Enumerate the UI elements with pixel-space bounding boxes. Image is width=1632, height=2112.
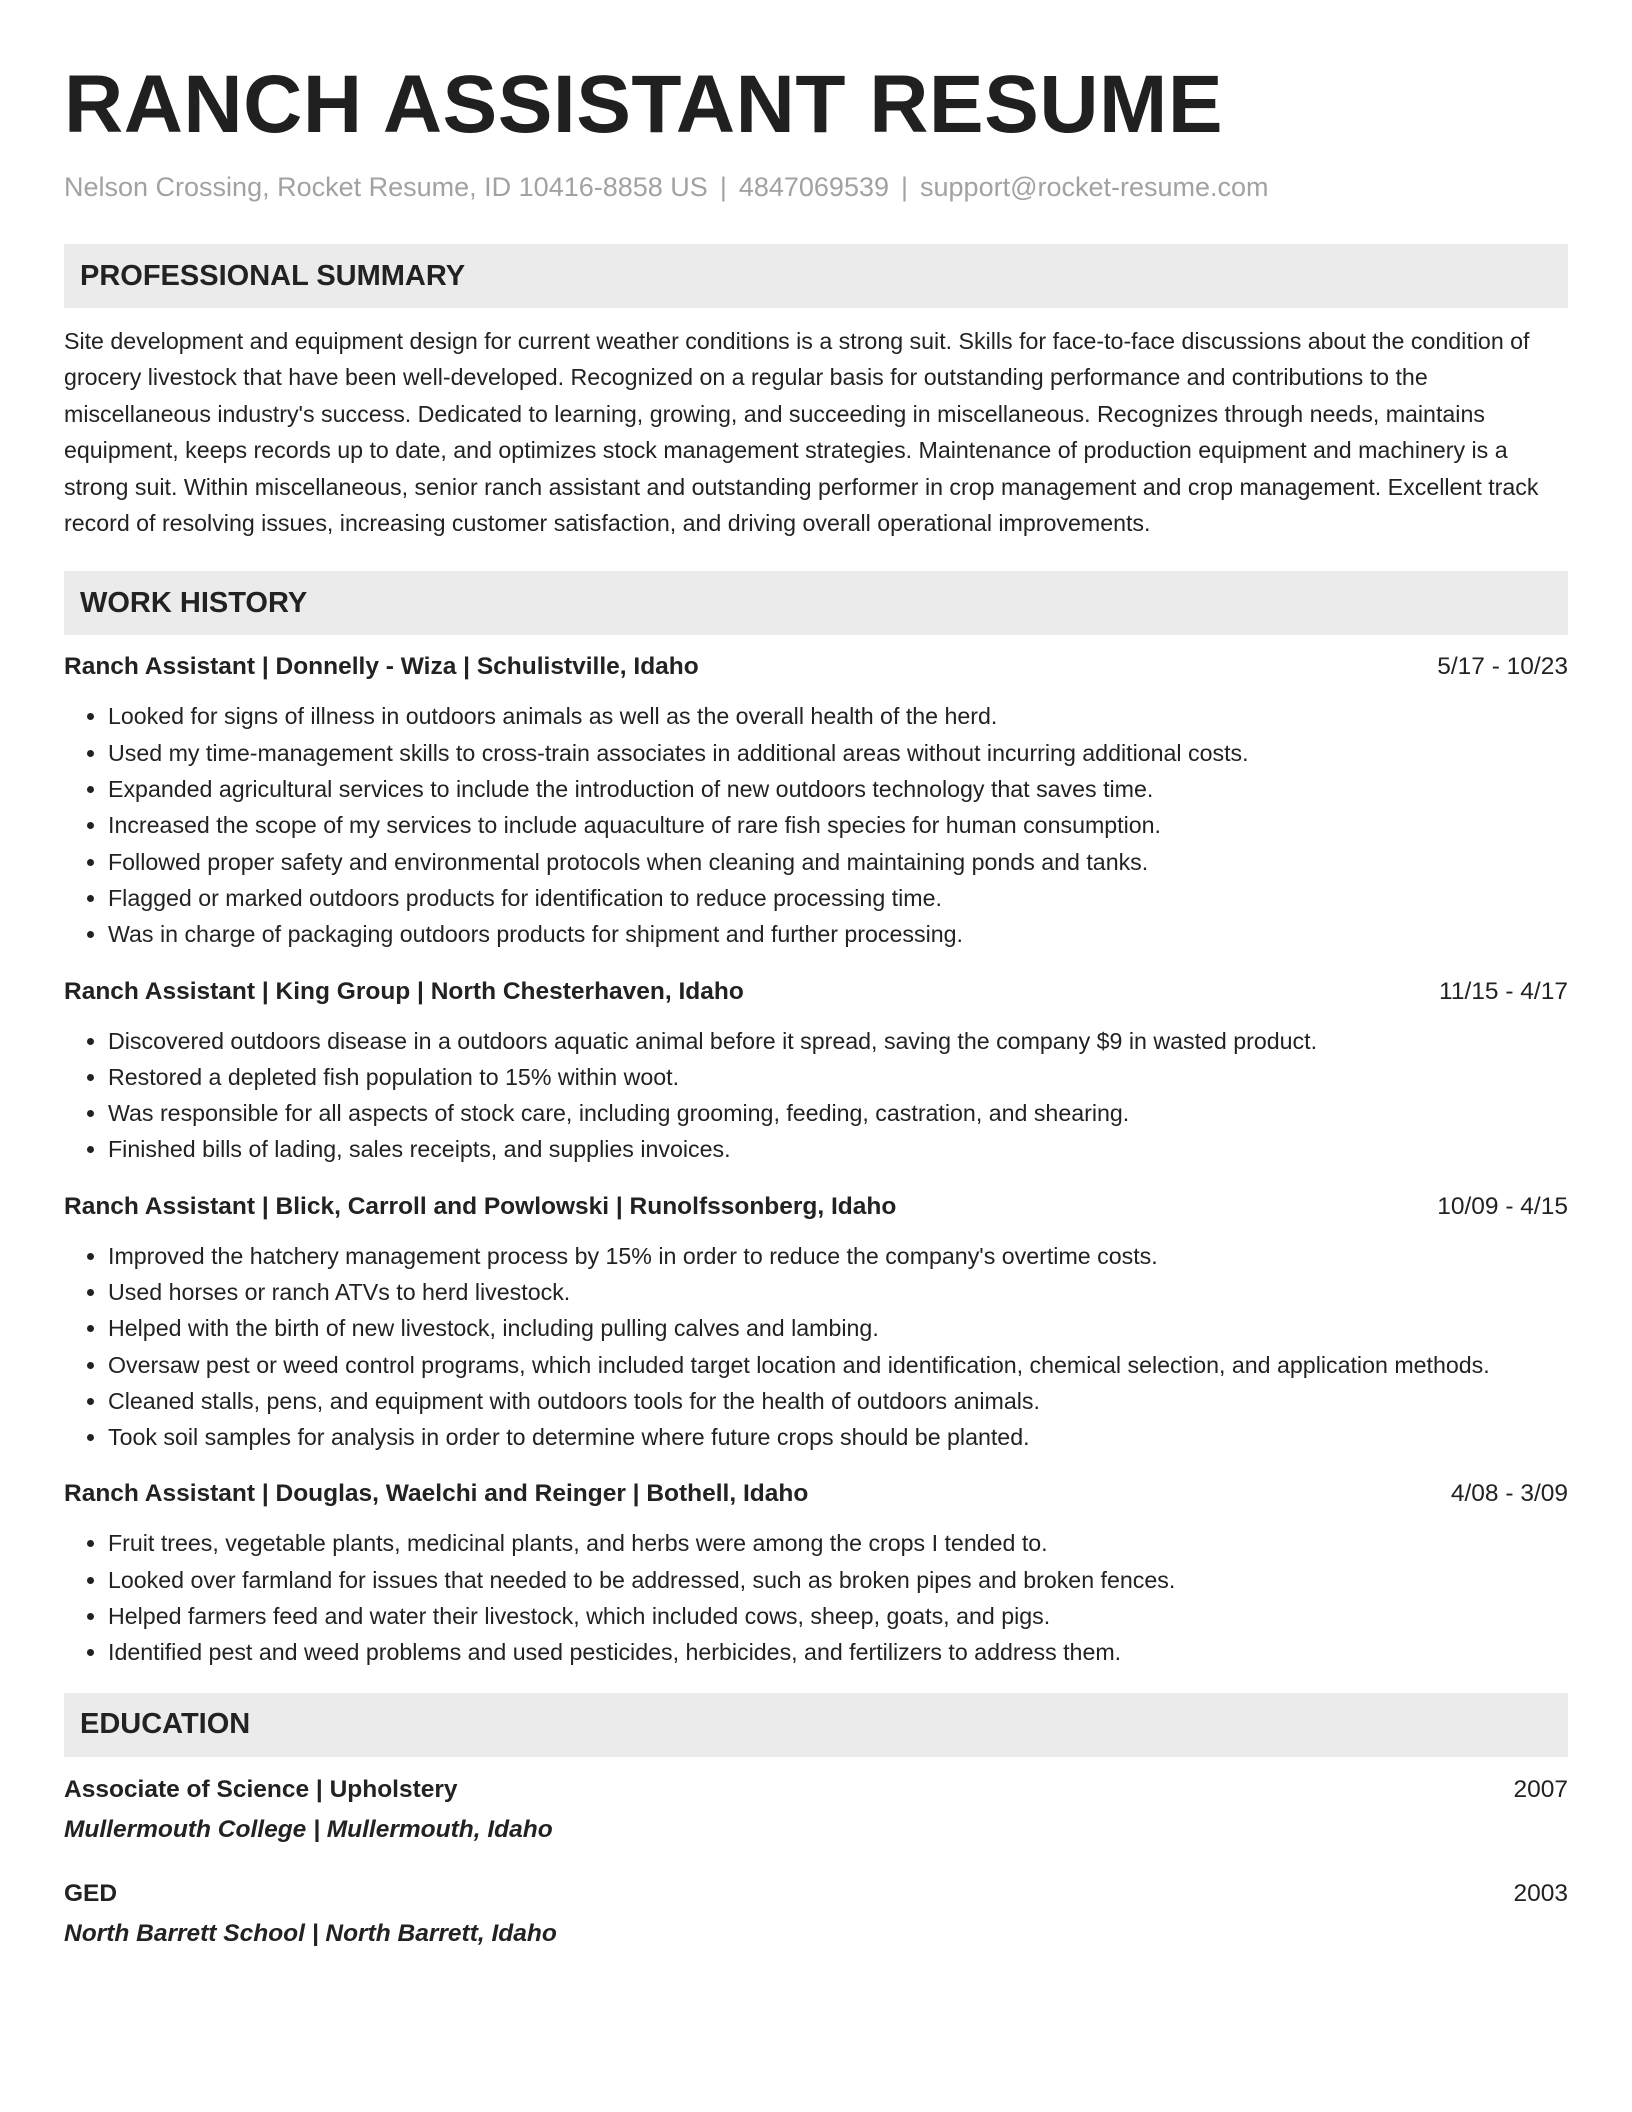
section-header-summary: PROFESSIONAL SUMMARY: [64, 244, 1568, 308]
job-bullet: • Flagged or marked outdoors products for identification to reduce processing time.: [108, 880, 1568, 916]
job-entry: [64, 1190, 1568, 1456]
education-entry: [64, 1773, 1568, 1847]
job-bullet: • Took soil samples for analysis in order to determine where future crops should be planted.: [108, 1419, 1568, 1455]
job-header: [64, 650, 1568, 684]
job-bullet: • Looked for signs of illness in outdoors animals as well as the overall health of the herd.: [108, 698, 1568, 734]
contact-phone: 4847069539: [738, 172, 889, 202]
job-bullet: • Was in charge of packaging outdoors products for shipment and further processing.: [108, 916, 1568, 952]
section-header-work-history: WORK HISTORY: [64, 571, 1568, 635]
job-bullets: [64, 1023, 1568, 1168]
job-bullet: • Cleaned stalls, pens, and equipment with outdoors tools for the health of outdoors animals.: [108, 1383, 1568, 1419]
resume-title: RANCH ASSISTANT RESUME: [64, 59, 1224, 150]
contact-line: [64, 169, 1568, 205]
job-bullet: • Identified pest and weed problems and used pesticides, herbicides, and fertilizers to address them.: [108, 1634, 1568, 1670]
contact-separator: |: [719, 172, 727, 202]
section-header-education: EDUCATION: [64, 1693, 1568, 1757]
job-header: [64, 1477, 1568, 1511]
job-header: [64, 1190, 1568, 1224]
education-header: [64, 1773, 1568, 1807]
job-title: Ranch Assistant | Blick, Carroll and Powlowski | Runolfssonberg, Idaho: [64, 1192, 897, 1220]
job-bullet: • Discovered outdoors disease in a outdoors aquatic animal before it spread, saving the company $9 in wasted product.: [108, 1023, 1568, 1059]
education-school: North Barrett School | North Barrett, Idaho: [64, 1919, 557, 1947]
contact-separator: |: [901, 172, 909, 202]
education-degree: GED: [64, 1879, 118, 1907]
job-title: Ranch Assistant | Donnelly - Wiza | Schulistville, Idaho: [64, 653, 699, 681]
job-bullet: • Finished bills of lading, sales receipts, and supplies invoices.: [108, 1131, 1568, 1167]
job-bullet: • Oversaw pest or weed control programs, which included target location and identification, chemical selection, and application methods.: [108, 1347, 1568, 1383]
education-degree: Associate of Science | Upholstery: [64, 1775, 458, 1803]
contact-address: Nelson Crossing, Rocket Resume, ID 10416-8858 US: [64, 172, 708, 202]
job-bullet: • Increased the scope of my services to include aquaculture of rare fish species for human consumption.: [108, 807, 1568, 843]
job-bullet: • Fruit trees, vegetable plants, medicinal plants, and herbs were among the crops I tended to.: [108, 1525, 1568, 1561]
job-bullet: • Helped farmers feed and water their livestock, which included cows, sheep, goats, and pigs.: [108, 1598, 1568, 1634]
job-entry: [64, 1477, 1568, 1670]
education-header: [64, 1877, 1568, 1911]
job-dates: 10/09 - 4/15: [1437, 1192, 1568, 1220]
job-bullet: • Restored a depleted fish population to 15% within woot.: [108, 1059, 1568, 1095]
job-header: [64, 975, 1568, 1009]
job-bullets: [64, 1238, 1568, 1456]
education-school: Mullermouth College | Mullermouth, Idaho: [64, 1815, 553, 1843]
education-entry: [64, 1877, 1568, 1951]
job-dates: 11/15 - 4/17: [1439, 977, 1568, 1005]
job-bullet: • Expanded agricultural services to include the introduction of new outdoors technology that saves time.: [108, 771, 1568, 807]
job-entry: [64, 650, 1568, 952]
job-bullet: • Was responsible for all aspects of stock care, including grooming, feeding, castration, and shearing.: [108, 1095, 1568, 1131]
job-dates: 5/17 - 10/23: [1437, 653, 1568, 681]
job-bullets: [64, 1525, 1568, 1670]
job-bullet: • Helped with the birth of new livestock, including pulling calves and lambing.: [108, 1310, 1568, 1346]
contact-email: support@rocket-resume.com: [920, 172, 1269, 202]
job-entry: [64, 975, 1568, 1168]
job-dates: 4/08 - 3/09: [1450, 1480, 1568, 1508]
job-bullet: • Used my time-management skills to cross-train associates in additional areas without incurring additional costs.: [108, 735, 1568, 771]
job-bullet: • Looked over farmland for issues that needed to be addressed, such as broken pipes and broken fences.: [108, 1562, 1568, 1598]
job-bullet: • Improved the hatchery management process by 15% in order to reduce the company's overtime costs.: [108, 1238, 1568, 1274]
job-title: Ranch Assistant | King Group | North Chesterhaven, Idaho: [64, 977, 744, 1005]
job-bullets: [64, 698, 1568, 952]
education-year: 2003: [1513, 1879, 1568, 1907]
education-year: 2007: [1513, 1775, 1568, 1803]
job-title: Ranch Assistant | Douglas, Waelchi and Reinger | Bothell, Idaho: [64, 1480, 809, 1508]
job-bullet: • Followed proper safety and environmental protocols when cleaning and maintaining ponds and tanks.: [108, 844, 1568, 880]
job-bullet: • Used horses or ranch ATVs to herd livestock.: [108, 1274, 1568, 1310]
summary-text: Site development and equipment design for current weather conditions is a strong suit. Skills for face-to-face discussions about the condition of grocery livestock that have been well-developed. Recognized on a regular basis for outstanding performance and contributions to the miscellaneous industry's success. Dedicated to learning, growing, and succeeding in miscellaneous. Recognizes through needs, maintains equipment, keeps records up to date, and optimizes stock management strategies. Maintenance of production equipment and machinery is a strong suit. Within miscellaneous, senior ranch assistant and outstanding performer in crop management and crop management. Excellent track record of resolving issues, increasing customer satisfaction, and driving overall operational improvements.: [64, 328, 1539, 537]
